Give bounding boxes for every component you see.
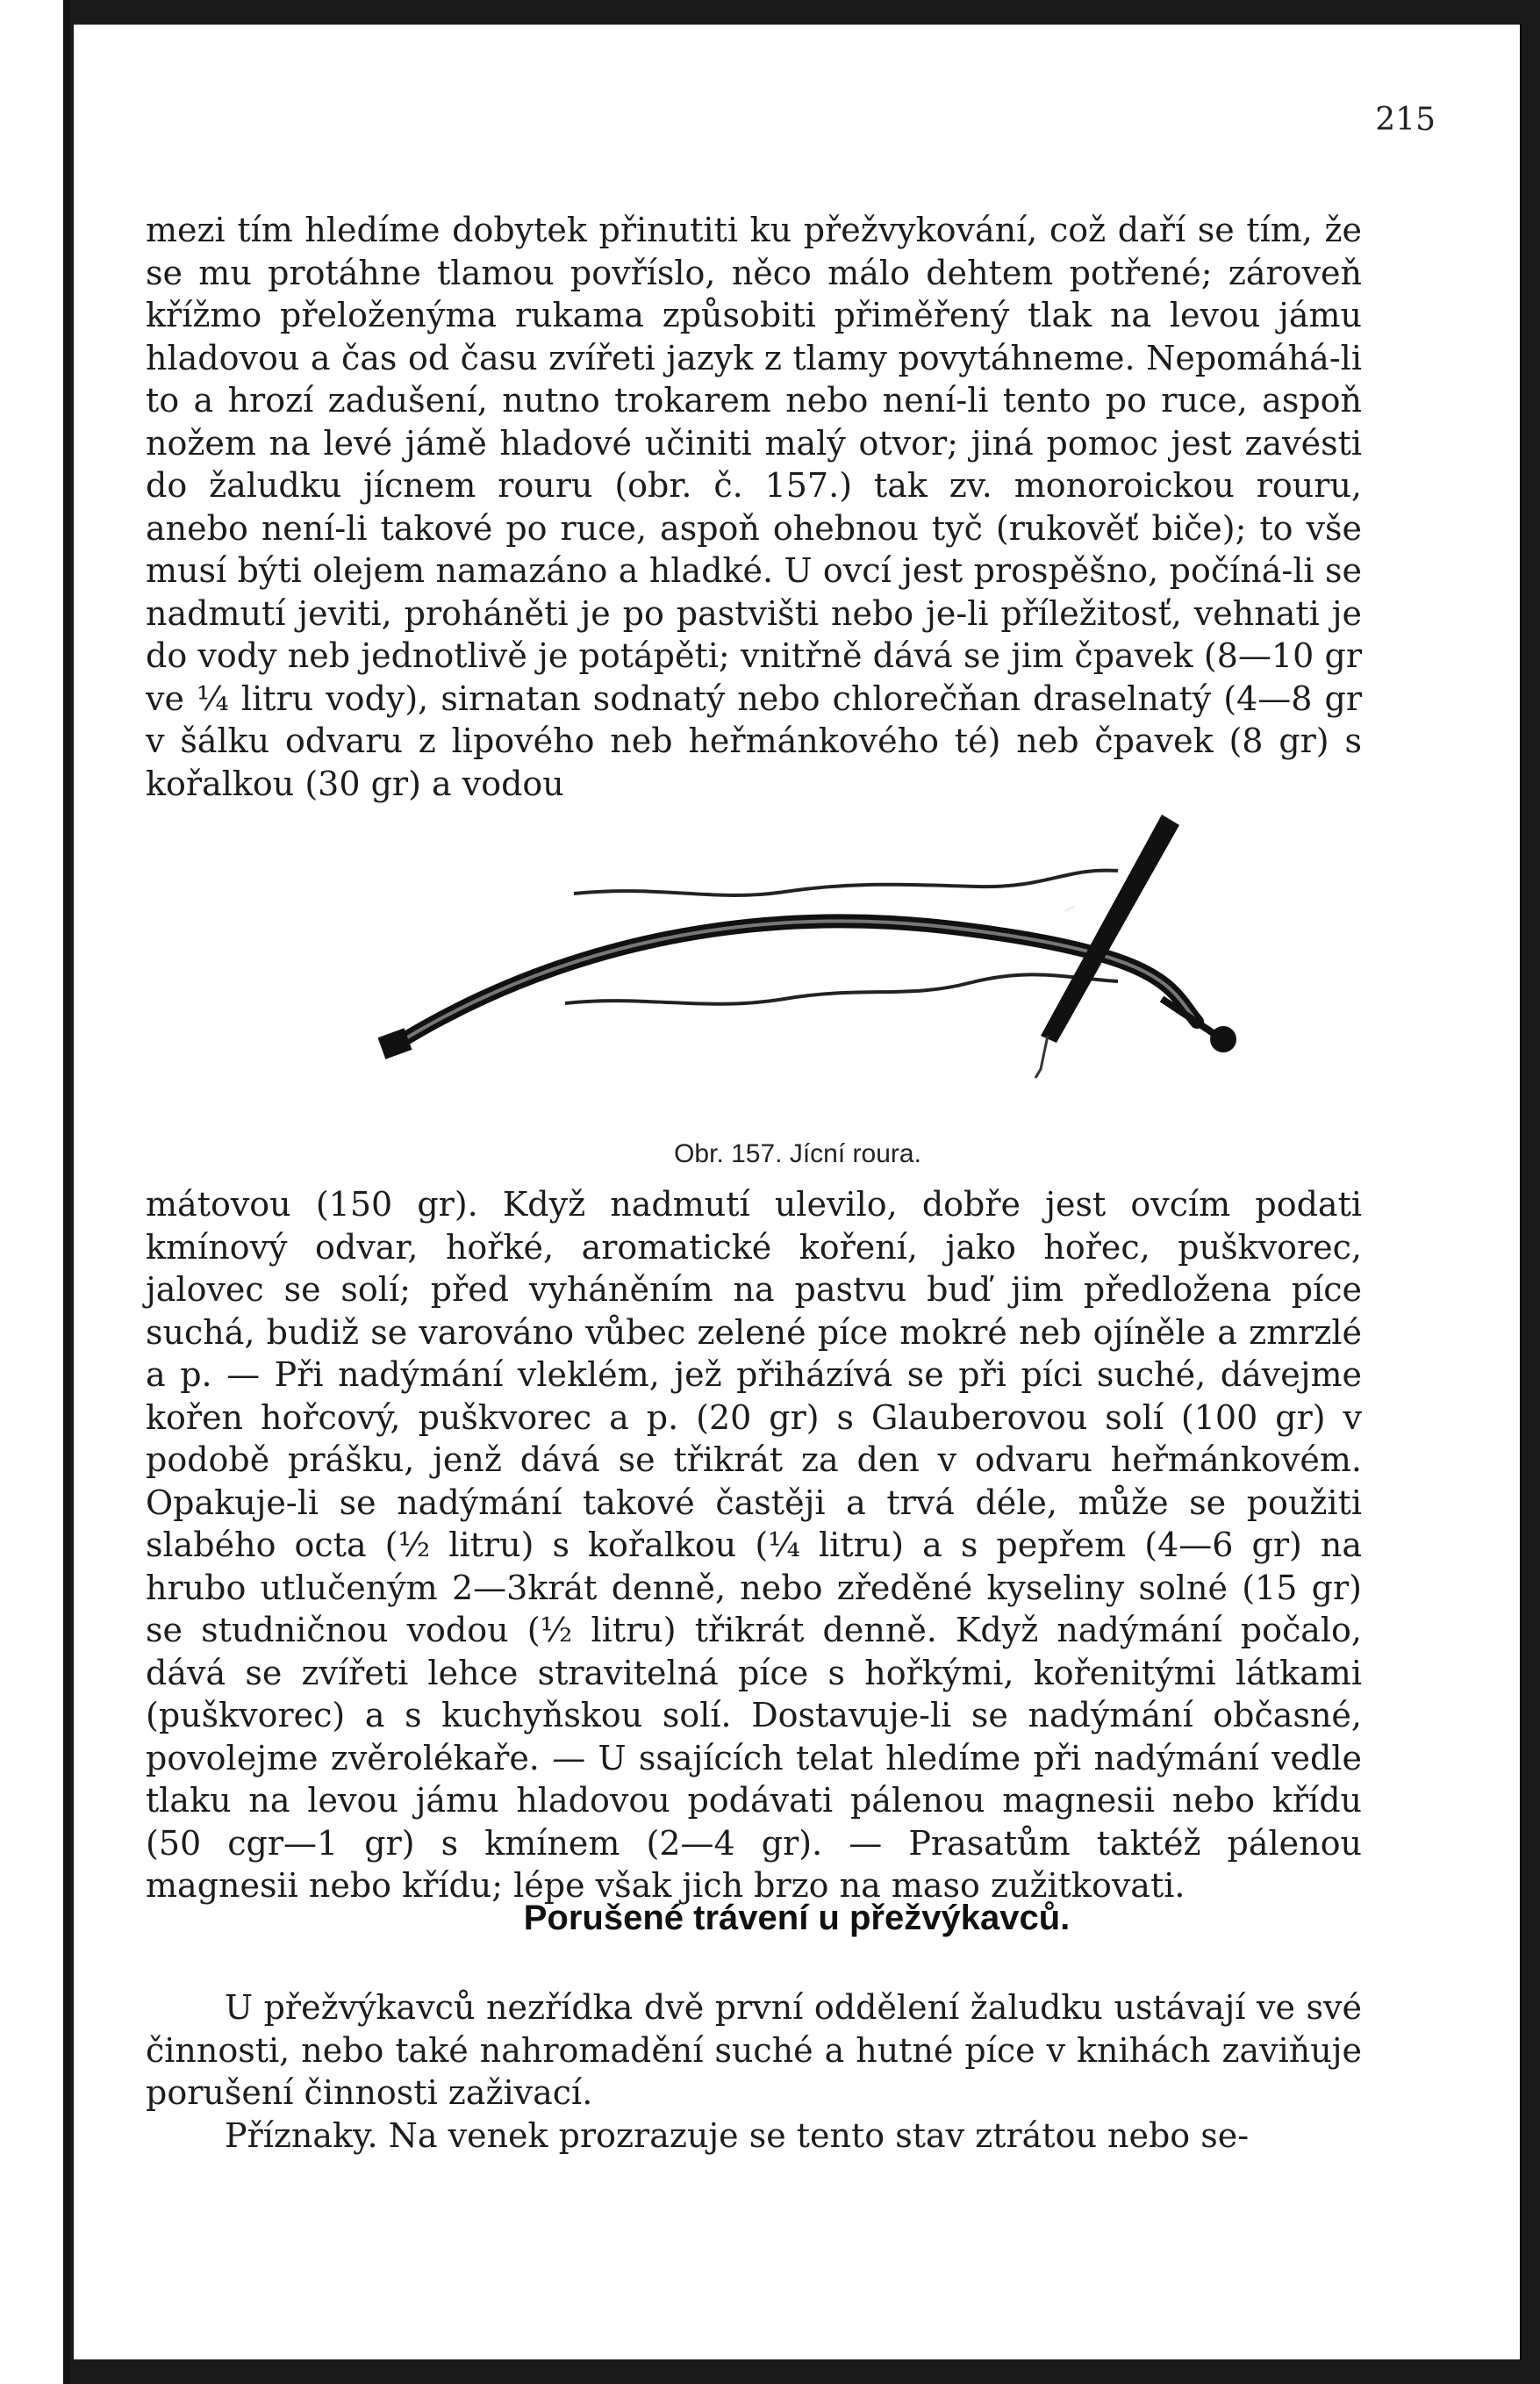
figure-157 bbox=[293, 779, 1302, 1166]
section-heading: Porušené trávení u přežvýkavců. bbox=[523, 1899, 1071, 1937]
scan-edge-shadow bbox=[63, 0, 70, 2384]
scan-left-margin bbox=[0, 0, 63, 2384]
figure-caption: Obr. 157. Jícní roura. bbox=[674, 1139, 921, 1168]
page-number: 215 bbox=[1375, 102, 1436, 138]
text-block-bottom bbox=[146, 1986, 1362, 2157]
paragraph-bottom-2: Příznaky. Na venek prozrazuje se tento stav ztrátou nebo se- bbox=[225, 2115, 1250, 2155]
text-block-middle bbox=[146, 1183, 1362, 1907]
paragraph-middle: mátovou (150 gr). Když nadmutí ulevilo, dobře jest ovcím podati kmínový odvar, hořké, aromatické koření, jako hořec, puškvorec, jalovec se solí; před vyháněním na pastvu buď jim předložena píce suchá, budiž se varováno vůbec zelené píce mokré neb ojíněle a zmrzlé a p. — Při nadýmání vleklém, jež přiházívá se při píci suché, dávejme kořen hořcový, puškvorec a p. (20 gr) s Glauberovou solí (100 gr) v podobě prášku, jenž dává se třikrát za den v odvaru heřmánkovém. Opakuje-li se nadýmání takové častěji a trvá déle, může se použiti slabého octa (½ litru) s kořalkou (¼ litru) a s pepřem (4—6 gr) na hrubo utlučeným 2—3krát denně, nebo zředěné kyseliny solné (15 gr) se studničnou vodou (½ litru) třikrát denně. Když nadýmání počalo, dává se zvířeti lehce stravitelná píce s hořkými, kořenitými látkami (puškvorec) a s kuchyňskou solí. Dostavuje-li se nadýmání občasné, povolejme zvěrolékaře. — U ssajících telat hledíme při nadýmání vedle tlaku na levou jámu hladovou podávati pálenou magnesii nebo křídu (50 cgr—1 gr) s kmínem (2—4 gr). — Prasatům taktéž pálenou magnesii nebo křídu; lépe však jich brzo na maso zužitkovati. bbox=[146, 1185, 1362, 1905]
esophageal-tube-illustration bbox=[293, 779, 1302, 1131]
paragraph-bottom-1: U přežvýkavců nezřídka dvě první oddělení žaludku ustávají ve své činnosti, nebo také nahromadění suché a hutné píce v knihách zaviňuje porušení činnosti zaživací. bbox=[146, 1988, 1362, 2112]
text-block-top bbox=[146, 209, 1362, 805]
paragraph-top: mezi tím hledíme dobytek přinutiti ku přežvykování, což daří se tím, že se mu protáhne tlamou povříslo, něco málo dehtem potřené; zároveň křížmo přeloženýma rukama způsobiti přiměřený tlak na levou jámu hladovou a čas od času zvířeti jazyk z tlamy povytáhneme. Nepomáhá-li to a hrozí zadušení, nutno trokarem nebo není-li tento po ruce, aspoň nožem na levé jámě hladové učiniti malý otvor; jiná pomoc jest zavésti do žaludku jícnem rouru (obr. č. 157.) tak zv. monoroickou rouru, anebo není-li takové po ruce, aspoň ohebnou tyč (rukověť biče); to vše musí býti olejem namazáno a hladké. U ovcí jest prospěšno, počíná-li se nadmutí jeviti, proháněti je po pastvišti nebo je-li příležitosť, vehnati je do vody neb jednotlivě je potápěti; vnitřně dává se jim čpavek (8—10 gr ve ¼ litru vody), sirnatan sodnatý nebo chlorečňan draselnatý (4—8 gr v šálku odvaru z lipového neb heřmánkového té) neb čpavek (8 gr) s kořalkou (30 gr) a vodou bbox=[146, 211, 1362, 803]
book-page bbox=[74, 25, 1522, 2359]
